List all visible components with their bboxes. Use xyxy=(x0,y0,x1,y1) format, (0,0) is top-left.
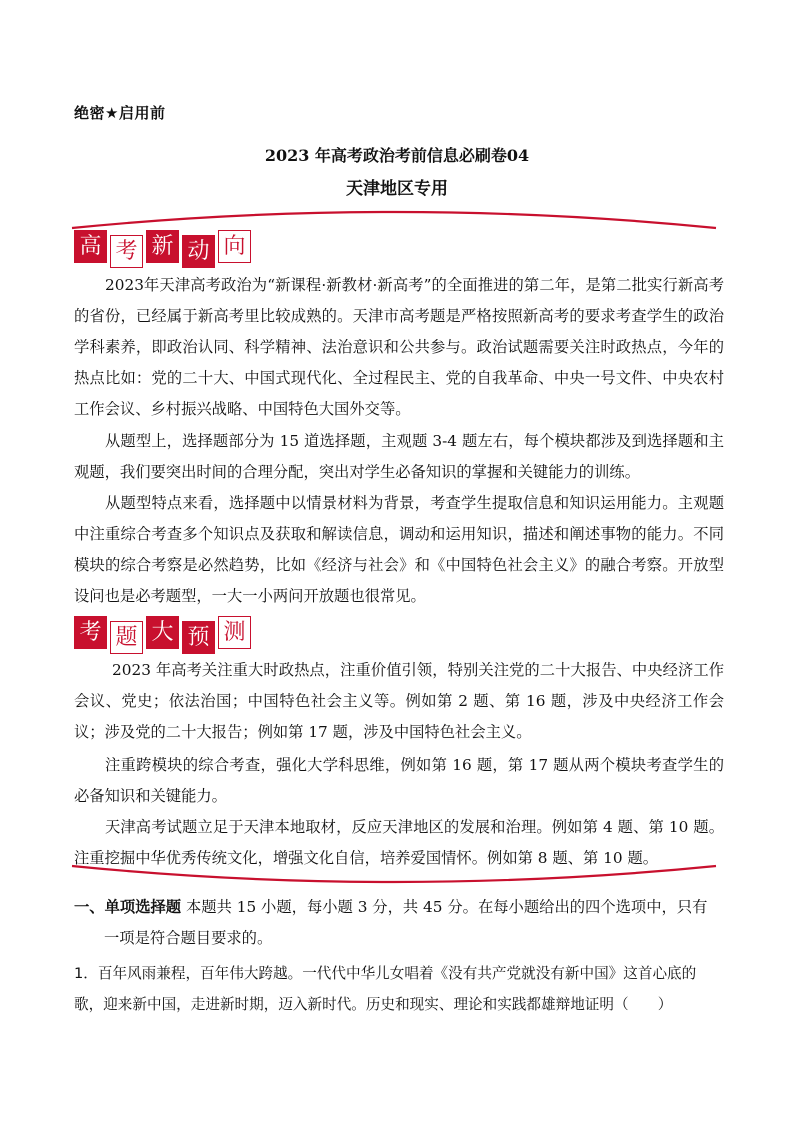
section-instruction-cont: 一项是符合题目要求的。 xyxy=(104,929,273,947)
badge-char: 向 xyxy=(218,230,251,263)
trend-paragraph-1: 2023年天津高考政治为“新课程·新教材·新高考”的全面推进的第二年，是第二批实行新高考的省份，已经属于新高考里比较成熟的。天津市高考题是严格按照新高考的要求考查学生的政治学科素养，即政治认同、科学精神、法治意识和公共参与。政治试题需要关注时政热点，今年的热点比如：党的二十大、中国式现代化、全过程民主、党的自我革命、中央一号文件、中央农村工作会议、乡村振兴战略、中国特色大国外交等。 xyxy=(74,276,724,418)
prediction-paragraph-3: 天津高考试题立足于天津本地取材，反应天津地区的发展和治理。例如第 4 题、第 10 题。注重挖掘中华优秀传统文化，增强文化自信，培养爱国情怀。例如第 8 题、第 10 题。 xyxy=(74,818,724,867)
prediction-paragraph-2: 注重跨模块的综合考查，强化大学科思维，例如第 16 题，第 17 题从两个模块考查学生的必备知识和关键能力。 xyxy=(74,756,724,805)
badge-char: 考 xyxy=(110,235,143,268)
new-trend-badge xyxy=(74,232,251,265)
page-title: 2023 年高考政治考前信息必刷卷04 xyxy=(264,146,530,165)
badge-char: 动 xyxy=(182,235,215,268)
question-1: 1．百年风雨兼程，百年伟大跨越。一代代中华儿女唱着《没有共产党就没有新中国》这首心底的歌，迎来新中国，走进新时期，迈入新时代。历史和现实、理论和实践都雄辩地证明（ ） xyxy=(74,965,697,1013)
trend-paragraph-3: 从题型特点来看，选择题中以情景材料为背景，考查学生提取信息和知识运用能力。主观题中注重综合考查多个知识点及获取和解读信息，调动和运用知识，描述和阐述事物的能力。不同模块的综合考察是必然趋势，比如《经济与社会》和《中国特色社会主义》的融合考察。开放型设问也是必考题型，一大一小两问开放题也很常见。 xyxy=(74,494,724,605)
page-subtitle: 天津地区专用 xyxy=(346,179,448,199)
prediction-badge xyxy=(74,618,251,651)
badge-char: 新 xyxy=(146,230,179,263)
section-instruction: 本题共 15 小题，每小题 3 分，共 45 分。在每小题给出的四个选项中，只有 xyxy=(185,898,708,916)
trend-paragraph-2: 从题型上，选择题部分为 15 道选择题，主观题 3-4 题左右，每个模块都涉及到选择题和主观题，我们要突出时间的合理分配，突出对学生必备知识的掌握和关键能力的训练。 xyxy=(74,432,724,481)
badge-char: 题 xyxy=(110,621,143,654)
confidential-label: 绝密★启用前 xyxy=(74,104,166,122)
badge-char: 预 xyxy=(182,621,215,654)
badge-char: 考 xyxy=(74,616,107,649)
section-heading: 一、单项选择题 xyxy=(74,898,182,916)
prediction-paragraph-1: 2023 年高考关注重大时政热点，注重价值引领，特别关注党的二十大报告、中央经济工作会议、党史；依法治国；中国特色社会主义等。例如第 2 题、第 16 题，涉及中央经济工作会议；涉及党的二十大报告；例如第 17 题，涉及中国特色社会主义。 xyxy=(74,661,724,741)
badge-char: 测 xyxy=(218,616,251,649)
badge-char: 高 xyxy=(74,230,107,263)
top-arc-divider xyxy=(66,202,722,232)
bottom-arc-divider xyxy=(66,862,722,892)
badge-char: 大 xyxy=(146,616,179,649)
section-single-choice xyxy=(74,892,724,954)
